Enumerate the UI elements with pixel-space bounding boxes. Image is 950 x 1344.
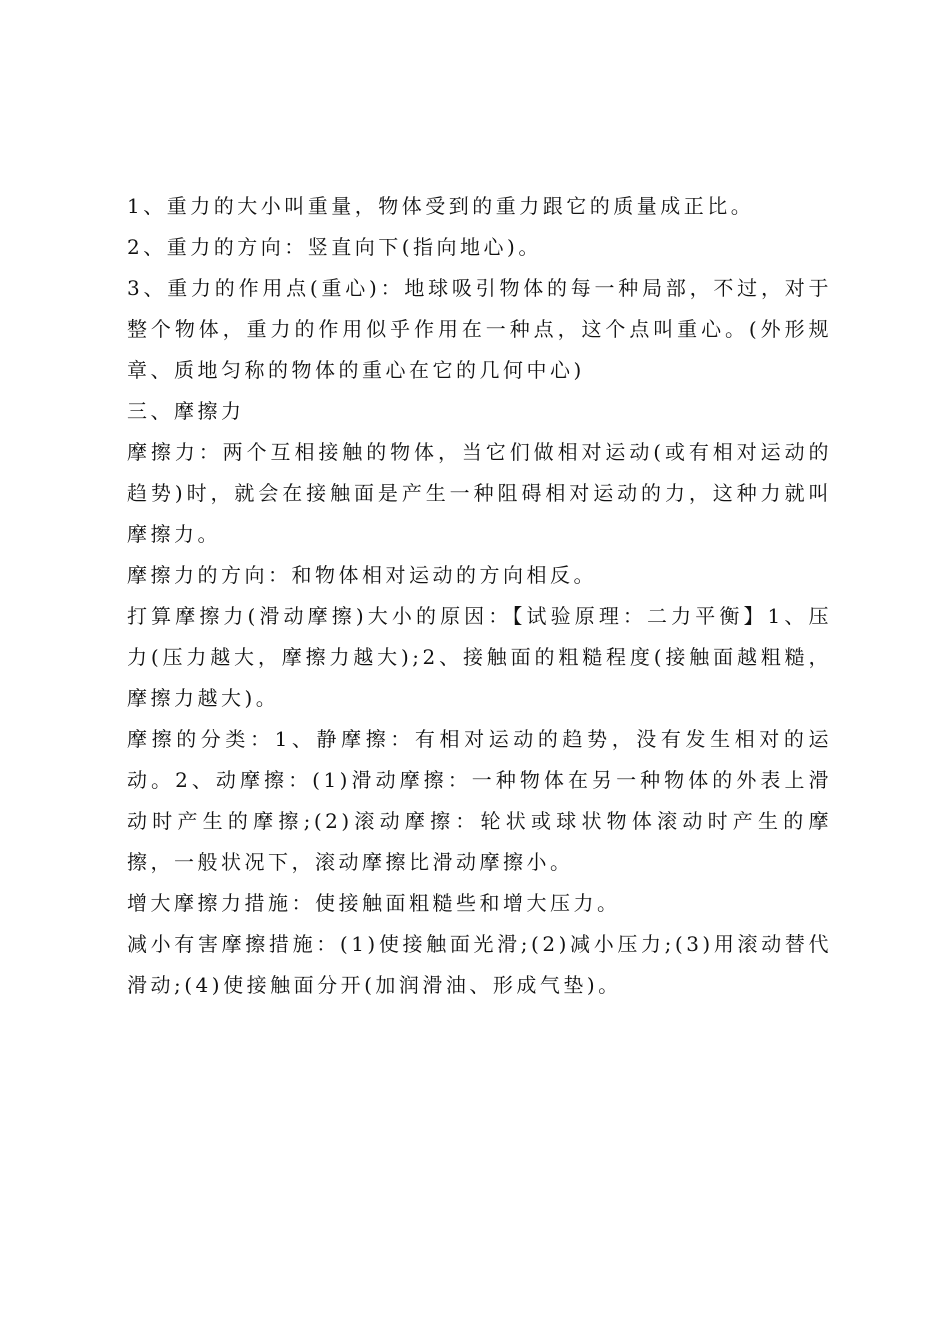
paragraph-friction-types: 摩擦的分类：1、静摩擦：有相对运动的趋势，没有发生相对的运动。2、动摩擦：(1)滑动摩擦：一种物体在另一种物体的外表上滑动时产生的摩擦;(2)滚动摩擦：轮状或球状物体滚动时产生的摩擦，一般状况下，滚动摩擦比滑动摩擦小。 [127, 727, 832, 874]
paragraph-reduce-friction: 减小有害摩擦措施：(1)使接触面光滑;(2)减小压力;(3)用滚动替代滑动;(4)使接触面分开(加润滑油、形成气垫)。 [127, 932, 832, 997]
document-body [127, 186, 832, 1006]
paragraph-friction-factors: 打算摩擦力(滑动摩擦)大小的原因：【试验原理：二力平衡】1、压力(压力越大，摩擦力越大);2、接触面的粗糙程度(接触面越粗糙，摩擦力越大)。 [127, 604, 832, 710]
paragraph-friction-direction: 摩擦力的方向：和物体相对运动的方向相反。 [127, 563, 597, 587]
paragraph-gravity-magnitude: 1、重力的大小叫重量，物体受到的重力跟它的质量成正比。 [127, 194, 755, 218]
paragraph-gravity-direction: 2、重力的方向：竖直向下(指向地心)。 [127, 235, 542, 259]
paragraph-increase-friction: 增大摩擦力措施：使接触面粗糙些和增大压力。 [127, 891, 621, 915]
section-heading-friction: 三、摩擦力 [127, 399, 245, 423]
paragraph-friction-definition: 摩擦力：两个互相接触的物体，当它们做相对运动(或有相对运动的趋势)时，就会在接触面是产生一种阻碍相对运动的力，这种力就叫摩擦力。 [127, 440, 832, 546]
paragraph-gravity-center: 3、重力的作用点(重心)：地球吸引物体的每一种局部，不过，对于整个物体，重力的作用似乎作用在一种点，这个点叫重心。(外形规章、质地匀称的物体的重心在它的几何中心) [127, 276, 832, 382]
